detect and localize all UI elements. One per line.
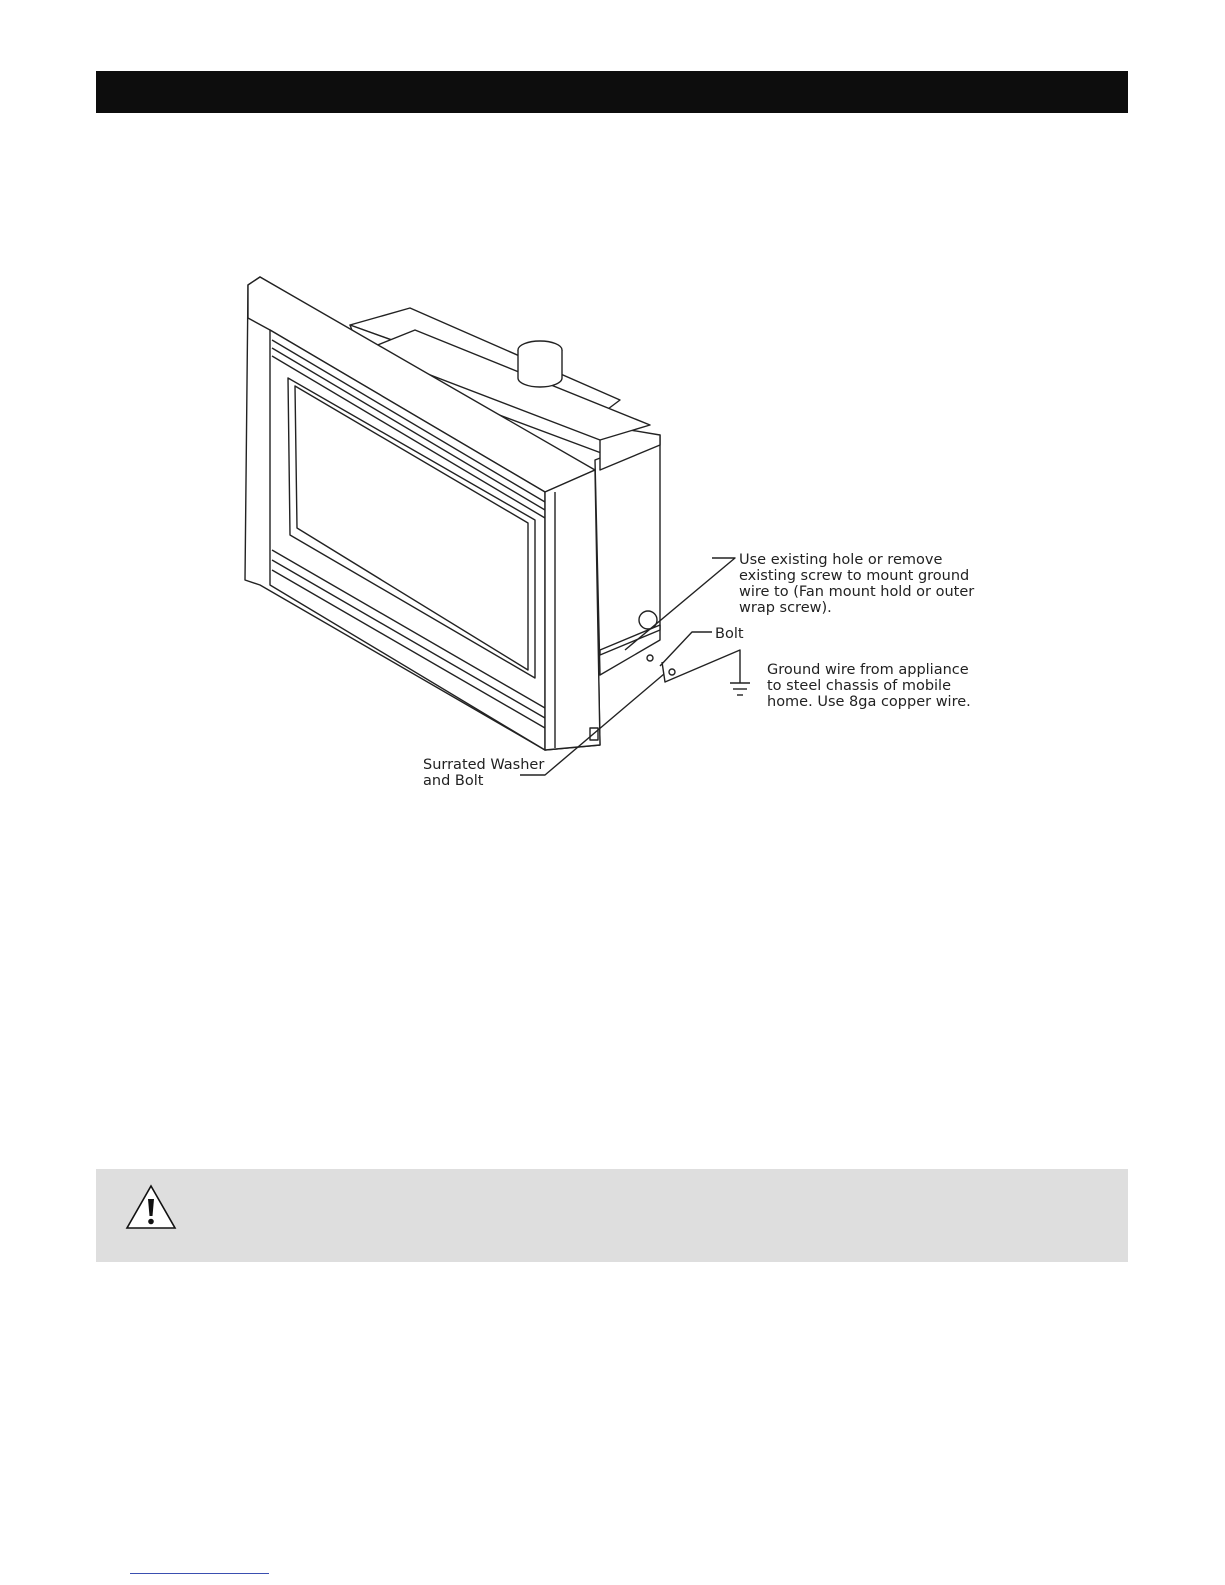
warning-triangle-icon <box>124 1183 178 1231</box>
section-header-bar <box>96 71 1128 113</box>
warning-box <box>96 1169 1128 1262</box>
callout-existing-hole: Use existing hole or remove existing screw to mount ground wire to (Fan mount hold or outer wrap screw). <box>739 552 975 616</box>
fireplace-insert-drawing <box>200 230 1020 810</box>
fireplace-ground-wire-diagram <box>200 230 1020 810</box>
callout-washer: Surrated Washer and Bolt <box>423 757 545 789</box>
callout-bolt: Bolt <box>715 626 744 642</box>
footer-link-underline[interactable] <box>130 1573 269 1574</box>
callout-ground-wire: Ground wire from appliance to steel chassis of mobile home. Use 8ga copper wire. <box>767 662 971 710</box>
